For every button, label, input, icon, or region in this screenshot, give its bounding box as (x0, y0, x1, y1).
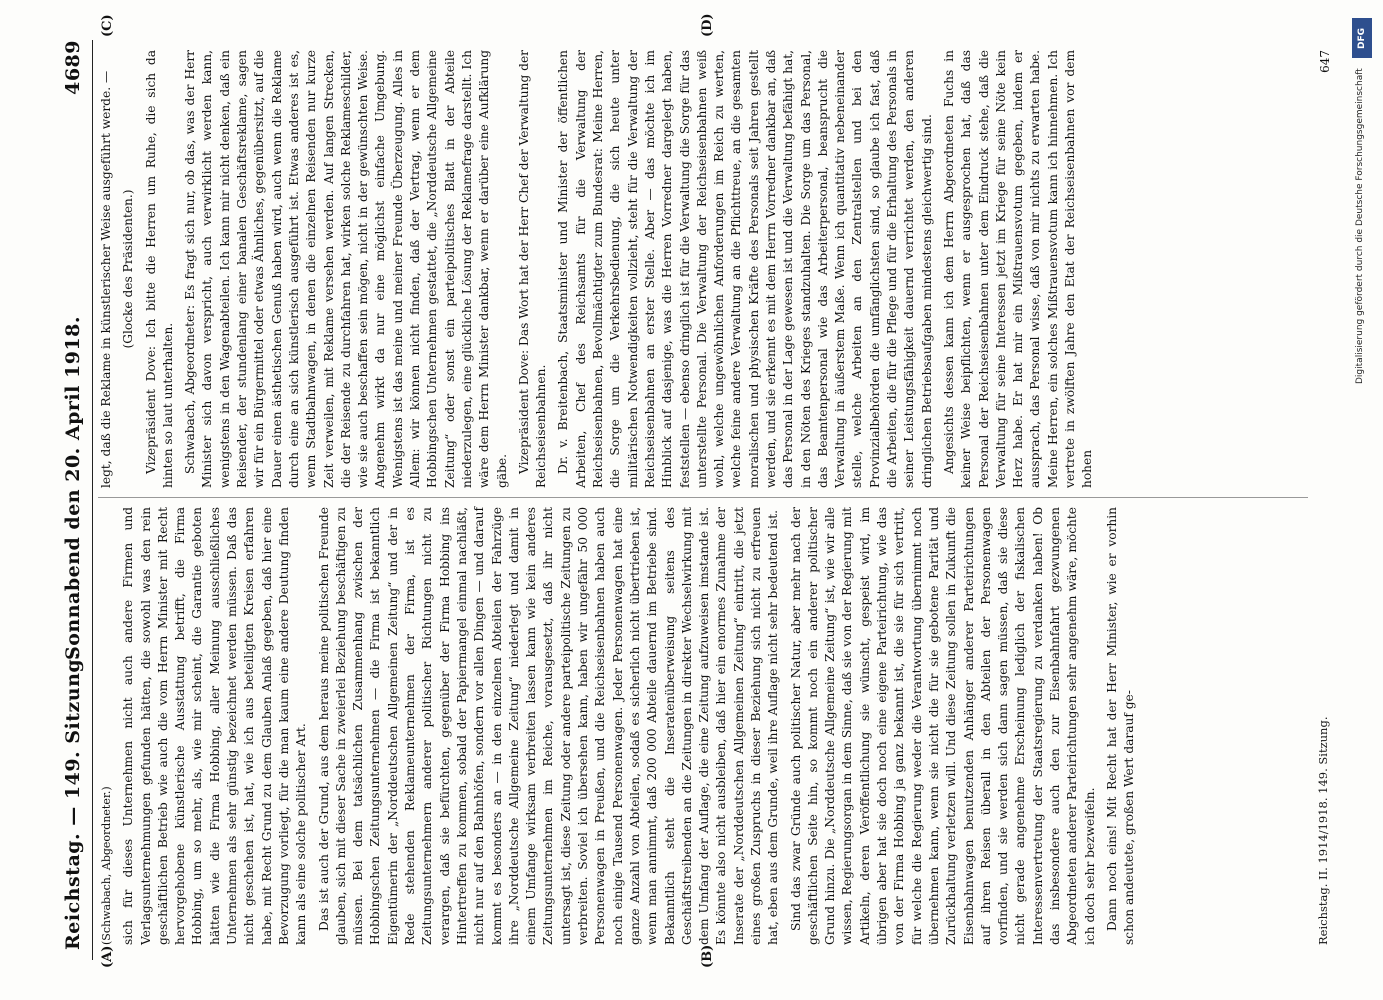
paragraph: sich für dieses Unternehmen nicht auch andere Firmen und Verlagsunternehmungen gefunden hätten, die sowohl was den rein geschäftlichen Betrieb wie auch die vom Herrn Minister mit Recht hervorgehobene künstlerische Ausstattung betrifft, die Firma Hobbing, um so mehr, als, wie mir scheint, die Garantie geboten hätten wie die Firma Hobbing, aller Meinung ausschließliches Unternehmen als sehr günstig bezeichnet werden müssen. Daß das nicht geschehen ist, hat, wie ich aus beteiligten Kreisen erfahren habe, mit Recht Grund zu dem Glauben Anlaß gegeben, daß hier eine Bevorzugung vorliegt, für die man kaum eine andere Deutung finden kann als eine solche politischer Art. (121, 507, 309, 945)
page-footer: Reichstag. II. 1914/1918. 149. Sitzung. (1316, 716, 1330, 945)
page-header (58, 40, 88, 960)
margin-marker-a: (A) (100, 945, 115, 968)
paragraph: Vizepräsident Dove: Ich bitte die Herren um Ruhe, die sich da hinten so laut unterhalten. (143, 50, 175, 488)
header-rule (92, 40, 93, 960)
paragraph: Sind das zwar Gründe auch politischer Natur, aber mehr nach der geschäftlichen Seite hin, so kommt noch ein anderer politischer Grund hinzu. Die „Norddeutsche Allgemeine Zeitung“ ist, wie wir alle wissen, Regierungsorgan in dem Sinne, daß sie von der Regierung mit Artikeln, deren Veröffentlichung sie wünscht, gespeist wird, im übrigen aber hat sie doch noch eine eigene Parteirichtung, wie das von der Firma Hobbing ja ganz bekannt ist, die sie für sich vertritt, für welche die Regierung weder die Verantwortung übernimmt noch übernehmen kann, wenn sie nicht die für sie gebotene Parität und Zurückhaltung verletzen will. Und diese Zeitung sollen in Zukunft die Eisenbahnwagen benutzenden Anhänger anderer Parteirichtungen auf ihren Reisen überall in den Abteilen der Personenwagen vorfinden, und sie werden sich dann sagen müssen, daß sie diese nicht gerade angenehme Erscheinung lediglich der fiskalischen Interessenvertretung der Staatsregierung zu verdanken haben! Ob das insbesondere auch den zur Eisenbahnfahrt gezwungenen Abgeordneten anderer Parteirichtungen sehr angenehm wäre, möchte ich doch sehr bezweifeln. (788, 507, 1097, 945)
header-session: Reichstag. — 149. Sitzung. (62, 651, 84, 950)
credit-text: Digitalisierung gefördert durch die Deutsche Forschungsgemeinschaft (1355, 68, 1365, 384)
stage-direction: (Glocke des Präsidenten.) (121, 189, 136, 349)
dfg-logo: DFG (1352, 18, 1372, 58)
left-column (98, 507, 1144, 945)
column-divider (98, 497, 1308, 498)
signature-number: 647 (1318, 50, 1332, 73)
digitization-credit (1349, 8, 1379, 992)
header-date: Sonnabend den 20. April 1918. (62, 316, 84, 660)
running-speaker: (Schwabach, Abgeordneter.) (100, 786, 113, 945)
paragraph: Vizepräsident Dove: Das Wort hat der Herr Chef der Verwaltung der Reichseisenbahnen. (516, 50, 549, 488)
paragraph: legt, daß die Reklame in künstlerischer Weise ausgeführt werde. — (99, 70, 113, 488)
paragraph: Dann noch eins! Mit Recht hat der Herr Minister, wie er vorhin schon andeutete, großen Wert darauf ge- (1104, 507, 1137, 945)
page-number: 4689 (62, 40, 84, 95)
paragraph: Schwabach, Abgeordneter: Es fragt sich nur, ob das, was der Herr Minister sich davon verspricht, auch verwirklicht werden kann, wenigstens in den Wagenabteilen. Ich kann mir nicht denken, daß ein Reisender, der stundenlang einer banalen Geschäftsreklame, sagen wir für ein Bürgermittel oder etwas Ähnliches, gegenübersitzt, auf die Dauer einen ästhetischen Genuß haben wird, auch wenn die Reklame durch eine an sich künstlerisch ausgeführt ist. Etwas anderes ist es, wenn Stadtbahnwagen, in denen die einzelnen Reisenden nur kurze Zeit verweilen, mit Reklame versehen werden. Auf langen Strecken, die der Reisende zu durchfahren hat, wirken solche Reklameschilder, wie sie auch beschaffen sein mögen, nicht in der gewünschten Weise. Angenehm wirkt da nur eine möglichst einfache Umgebung. Wenigstens ist das meine und meiner Freunde Überzeugung. Alles in Allem: wir können nicht finden, daß der Vertrag, wenn er dem Hobbingschen Unternehmen gestattet, die „Norddeutsche Allgemeine Zeitung“ oder sonst ein parteipolitisches Blatt in der Abteile niederzulegen, eine glückliche Lösung der Reklamefrage darstellt. Ich wäre dem Herrn Minister dankbar, wenn er darüber eine Aufklärung gäbe. (183, 50, 509, 488)
paragraph: Das ist auch der Grund, aus dem heraus meine politischen Freunde glauben, sich mit dieser Sache in zweierlei Beziehung beschäftigen zu müssen. Bei dem tatsächlichen Zusammenhang zwischen der Hobbingschen Zeitungsunternehmen — die Firma ist bekanntlich Eigentümerin der „Norddeutschen Allgemeinen Zeitung“ und der in Rede stehenden Reklameunternehmen der Firma, ist es Zeitungsunternehmern anderer politischer Richtungen nicht zu verargen, daß sie befürchten, gegenüber der Firma Hobbing ins Hintertreffen zu kommen, sobald der Papiermangel einmal nachläßt, nicht nur auf den Bahnhöfen, sondern vor allen Dingen — und darauf kommt es besonders an — in den einzelnen Abteilen der Fahrzüge ihre „Norddeutsche Allgemeine Zeitung“ niederlegt und damit in einem Umfange wirksam verbreiten lassen kann wie kein anderes Zeitungsunternehmen im Reiche, vorausgesetzt, daß ihr nicht untersagt ist, diese Zeitung oder andere parteipolitische Zeitungen zu verbreiten. Soviel ich übersehen kann, haben wir ungefähr 50 000 Personenwagen in Preußen, und die Reichseisenbahnen haben auch noch einige Tausend Personenwagen. Jeder Personenwagen hat eine ganze Anzahl von Abteilen, sodaß es sicherlich nicht übertrieben ist, wenn man annimmt, daß 200 000 Abteile dauernd im Betriebe sind. Bekanntlich steht die Inseratenüberweisung seitens des Geschäftstreibenden an die Zeitungen in direkter Wechselwirkung mit dem Umfang der Auflage, die eine Zeitung aufzuweisen imstande ist. Es könnte also nicht ausbleiben, daß hier ein enormes Zunahme der Inserate der „Norddeutschen Allgemeinen Zeitung“ eintritt, die jetzt eines großen Zuspruchs in dieser Beziehung sich nicht zu erfreuen hat, eben aus dem Grunde, weil ihre Auflage nicht sehr bedeutend ist. (316, 507, 781, 945)
paragraph: Dr. v. Breitenbach, Staatsminister und Minister der öffentlichen Arbeiten, Chef des Reichsamts für die Verwaltung der Reichseisenbahnen, Bevollmächtigter zum Bundesrat: Meine Herren, die Sorge um die Verkehrsbedienung, die sich heute unter militärischen Notwendigkeiten vollzieht, steht für die Verwaltung der Reichseisenbahnen an erster Stelle. Aber — das möchte ich im Hinblick auf dasjenige, was die Herren Vorredner dargelegt haben, feststellen — ebenso dringlich ist für die Verwaltung die Sorge für das unterstellte Personal. Die Verwaltung der Reichseisenbahnen weiß wohl, welche ungewöhnlichen Anforderungen im Reich zu werten, welche feine andere Verwaltung an die Pflichttreue, an die gesamten moralischen und physischen Kräfte des Personals seit Jahren gestellt werden, und sie erkennt es mit dem Herrn Vorredner dankbar an, daß das Personal in der Lage gewesen ist und die Verwaltung befähigt hat, in den Nöten des Krieges standzuhalten. Die Sorge um das Personal, das Beamtenpersonal wie das Arbeiterpersonal, beansprucht die Verwaltung in äußerstem Maße. Wenn ich quantitativ nebeneinander stelle, welche Arbeiten an den Zentralstellen und bei den Provinzialbehörden die umfänglichsten sind, so glaube ich fast, daß die Arbeiten, die für die Pflege und für die Erhaltung des Personals in seiner Leistungsfähigkeit dauernd verrichtet werden, den anderen dringlichen Betriebsaufgaben mindestens gleichwertig sind. (556, 50, 934, 488)
margin-marker-c: (C) (100, 14, 115, 37)
paragraph: Angesichts dessen kann ich dem Herrn Abgeordneten Fuchs in keiner Weise beipflichten, wenn er ausgesprochen hat, daß das Personal der Reichseisenbahnen unter dem Eindruck stehe, daß die Verwaltung für seine Interessen jetzt im Kriege für seine Nöte kein Herz habe. Er hat mir ein Mißtrauensvotum gegeben, indem er aussprach, das Personal wisse, daß von mir nichts zu erwarten habe. Meine Herren, ein solches Mißtrauensvotum kann ich hinnehmen. Ich vertrete in zwölften Jahre den Etat der Reichseisenbahnen vor dem hohen (941, 50, 1095, 488)
margin-marker-b: (B) (700, 944, 715, 968)
margin-marker-d: (D) (700, 13, 715, 37)
right-column (98, 50, 1102, 488)
